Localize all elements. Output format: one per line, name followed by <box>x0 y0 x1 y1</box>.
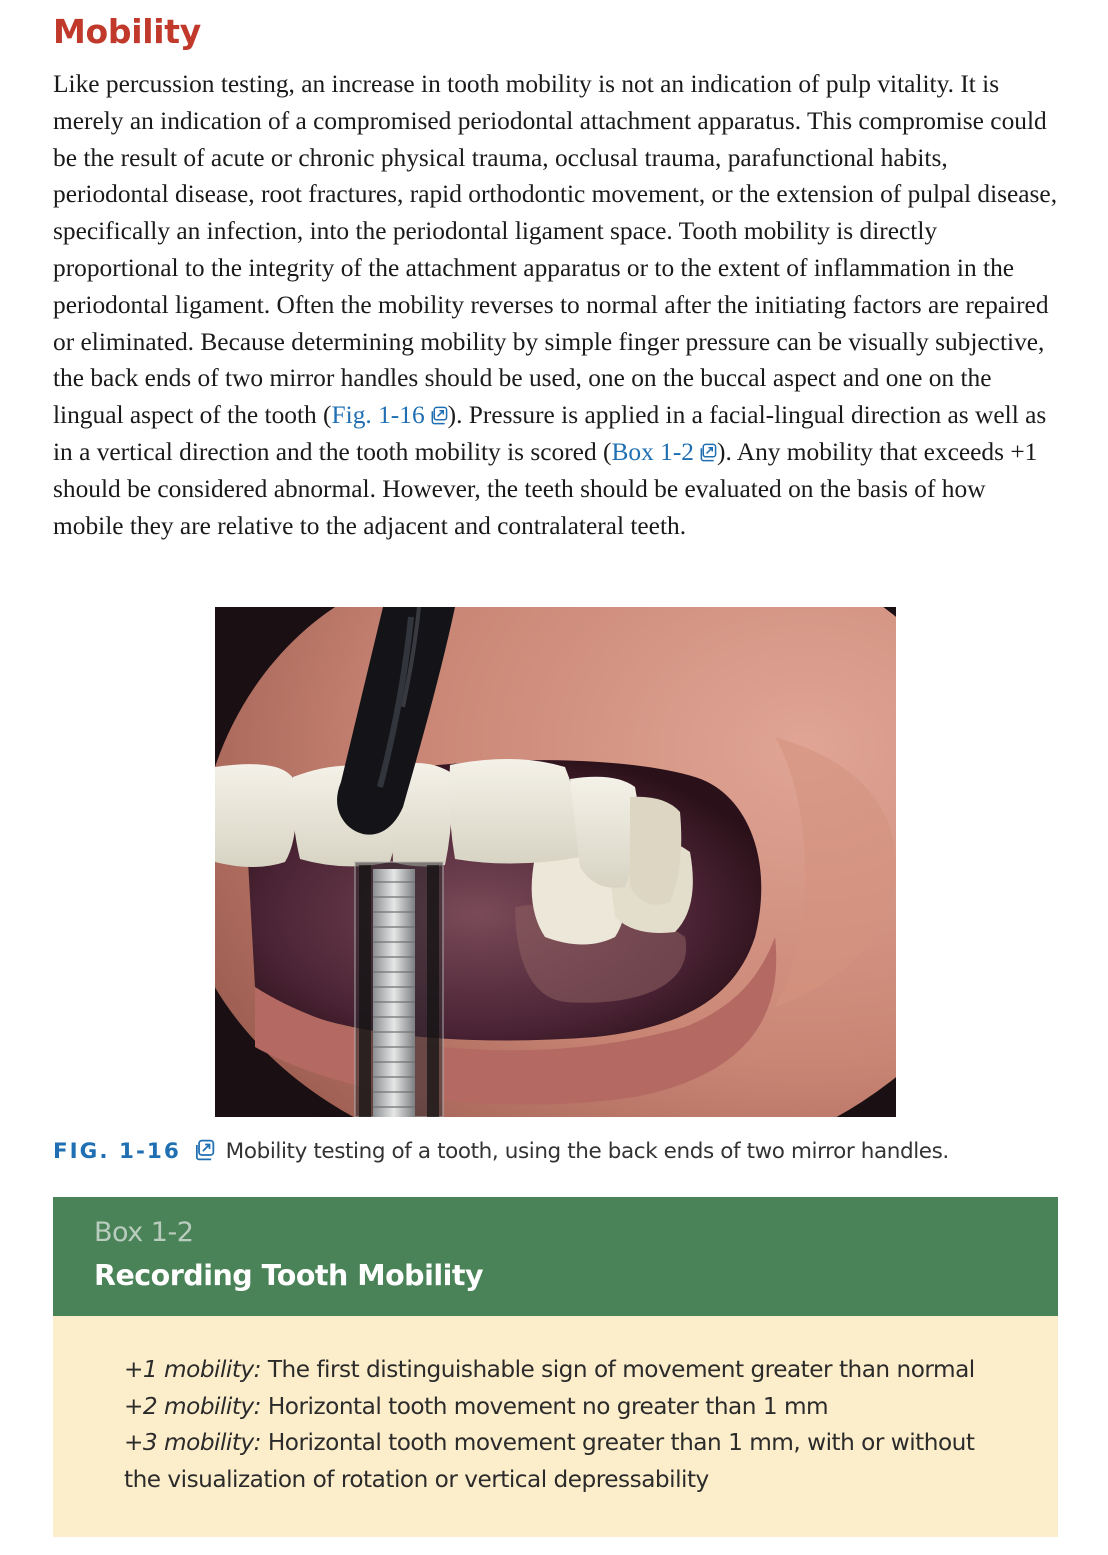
box-link-label: Box 1-2 <box>611 437 694 466</box>
box-header <box>53 1197 1058 1316</box>
box-item-text: Horizontal tooth movement greater than 1 mm, with or without the visualization of rotation or vertical depressability <box>124 1429 975 1493</box>
paragraph-text: ). Pressure is applied in a facial-lingual direction as well as in a vertical direction and the tooth mobility is scored ( <box>53 401 1047 466</box>
box-item-text: Horizontal tooth movement no greater than 1 mm <box>261 1392 829 1420</box>
box-item-term: +1 mobility: <box>124 1356 261 1383</box>
paragraph-text: ). Any mobility that exceeds +1 should be considered abnormal. However, the teeth should be evaluated on the basis of how mobile they are relative to the adjacent and contralateral teeth. <box>53 437 1038 540</box>
box-item-text: The first distinguishable sign of movement greater than normal <box>261 1356 975 1383</box>
external-link-icon <box>698 443 717 462</box>
figure-image[interactable] <box>215 607 896 1117</box>
box-recording-tooth-mobility <box>53 1197 1058 1537</box>
page <box>53 0 1058 1493</box>
section-title: Mobility <box>53 12 201 51</box>
box-body <box>53 1316 1058 1537</box>
figure-label[interactable]: FIG. 1-16 <box>53 1139 181 1164</box>
figure-link-label: Fig. 1-16 <box>331 401 425 430</box>
body-paragraph <box>53 66 1058 544</box>
box-item-term: +3 mobility: <box>124 1429 261 1457</box>
box-list-item <box>124 1389 988 1426</box>
tooth-mobility-photo <box>215 607 896 1117</box>
external-link-icon[interactable] <box>193 1139 215 1161</box>
figure-caption-text: Mobility testing of a tooth, using the back ends of two mirror handles. <box>225 1139 949 1164</box>
figure-link[interactable] <box>332 401 448 429</box>
box-number: Box 1-2 <box>94 1217 194 1248</box>
box-title: Recording Tooth Mobility <box>94 1259 484 1292</box>
figure-caption <box>53 1137 1058 1167</box>
box-item-term: +2 mobility: <box>124 1392 261 1420</box>
paragraph-text: Like percussion testing, an increase in tooth mobility is not an indication of pulp vitality. It is merely an indication of a compromised periodontal attachment apparatus. This compromise could be the result of acute or chronic physical trauma, occlusal trauma, parafunctional habits, periodontal disease, root fractures, rapid orthodontic movement, or the extension of pulpal disease, specifically an infection, into the periodontal ligament space. Tooth mobility is directly proportional to the integrity of the attachment apparatus or to the extent of inflammation in the periodontal ligament. Often the mobility reverses to normal after the initiating factors are repaired or eliminated. Because determining mobility by simple finger pressure can be visually subjective, the back ends of two mirror handles should be used, one on the buccal aspect and one on the lingual aspect of the tooth ( <box>53 70 1058 430</box>
external-link-icon <box>429 406 448 425</box>
box-list-item <box>124 1425 988 1498</box>
box-list-item <box>124 1352 988 1389</box>
box-link[interactable] <box>611 438 717 466</box>
